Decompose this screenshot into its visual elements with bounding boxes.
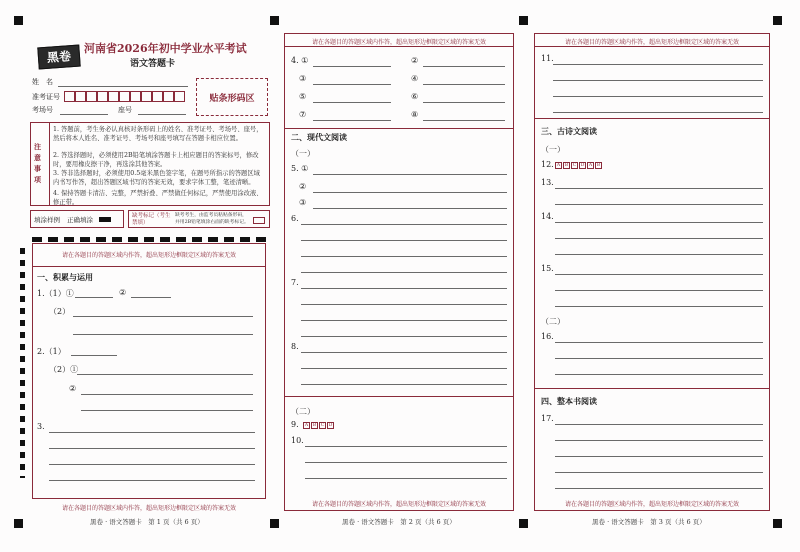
answer-line[interactable] <box>49 464 255 465</box>
answer-line[interactable] <box>555 456 763 457</box>
q9: 9. <box>291 420 299 429</box>
q12: 12. <box>541 160 554 169</box>
note-item: 1. 答题前，考生务必认真核对条形码上的姓名、准考证号、考场号、座号，然后将本人姓名、准考证号、考场号和座号填写在答题卡相应位置。 <box>53 126 263 142</box>
name-field[interactable] <box>58 86 188 87</box>
answer-line[interactable] <box>555 306 763 307</box>
choice-cell[interactable]: B <box>596 163 601 168</box>
answer-line[interactable] <box>75 297 113 298</box>
answer-line[interactable] <box>71 355 117 356</box>
answer-line[interactable] <box>555 374 763 375</box>
q6: 6. <box>291 214 299 223</box>
q4-c7: ⑦ <box>299 110 307 119</box>
barcode-label: 贴条形码区 <box>209 94 255 104</box>
answer-line[interactable] <box>313 66 391 67</box>
q1-1b: ② <box>119 288 127 297</box>
subsection: （一） <box>291 149 315 158</box>
q4-c6: ⑥ <box>411 92 419 101</box>
q2-2b: ② <box>69 384 77 393</box>
choice-cell[interactable]: A <box>304 423 309 428</box>
registration-mark <box>270 519 279 528</box>
q3: 3. <box>37 422 45 431</box>
q4-c8: ⑧ <box>411 110 419 119</box>
choice-cell[interactable]: C <box>320 423 325 428</box>
absent-note: 缺考考生，由监考员粘贴条形码，并用2B铅笔填涂右面的缺考标记。 <box>175 213 249 225</box>
timing-marks-side <box>20 248 25 478</box>
page-footer: 黑卷 · 语文答题卡 第 2 页（共 6 页） <box>342 518 456 526</box>
q7: 7. <box>291 278 299 287</box>
section-title: 三、古诗文阅读 <box>541 127 597 136</box>
q5c: ③ <box>299 198 307 207</box>
q9-choice-cells[interactable] <box>303 422 334 429</box>
room-label: 考场号 <box>32 106 53 114</box>
answer-line[interactable] <box>555 424 763 425</box>
choice-cell[interactable]: D <box>580 163 585 168</box>
answer-line[interactable] <box>301 384 507 385</box>
registration-mark <box>14 16 23 25</box>
fill-example-correct: 正确填涂 <box>67 216 93 224</box>
answer-frame <box>534 33 770 511</box>
name-label: 姓 名 <box>32 78 53 86</box>
absent-checkbox[interactable] <box>253 217 265 224</box>
q12-choice-cells[interactable] <box>555 162 602 169</box>
answer-frame <box>32 243 266 499</box>
answer-line[interactable] <box>131 297 171 298</box>
exam-title: 河南省2026年初中学业水平考试 <box>84 42 247 55</box>
answer-line[interactable] <box>555 188 763 189</box>
header-badge: 黑卷 <box>37 45 80 70</box>
answer-line[interactable] <box>301 336 507 337</box>
choice-cell[interactable]: B <box>564 163 569 168</box>
fill-example-label: 填涂样例 <box>34 216 60 224</box>
q10: 10. <box>291 436 304 445</box>
q4-c4: ④ <box>411 74 419 83</box>
subsection: （二） <box>541 317 565 326</box>
answer-line[interactable] <box>555 222 763 223</box>
page-footer: 黑卷 · 语文答题卡 第 1 页（共 6 页） <box>90 518 204 526</box>
answer-line[interactable] <box>301 240 507 241</box>
answer-line[interactable] <box>313 208 507 209</box>
answer-line[interactable] <box>313 84 391 85</box>
frame-warning-bottom: 请在各题目的答题区域内作答，超出矩形边框限定区域的答案无效 <box>61 505 236 512</box>
registration-mark <box>519 519 528 528</box>
q5b: ② <box>299 182 307 191</box>
card-subtitle: 语文答题卡 <box>130 59 176 69</box>
answer-line[interactable] <box>81 394 253 395</box>
seat-label: 座号 <box>118 106 132 114</box>
seat-field[interactable] <box>138 114 186 115</box>
note-item: 3. 答非选择题时，必须使用0.5毫米黑色签字笔，在题号所指示的答题区域内书写作答，超出答题区域书写的答案无效，要求字体工整，笔迹清晰。 <box>53 170 260 186</box>
barcode-area <box>196 78 268 116</box>
ticket-number-boxes[interactable] <box>64 91 185 102</box>
answer-line[interactable] <box>305 478 507 479</box>
answer-line[interactable] <box>305 462 507 463</box>
q2-1: 2.（1） <box>37 347 66 356</box>
answer-line[interactable] <box>301 304 507 305</box>
choice-cell[interactable]: D <box>328 423 333 428</box>
frame-warning: 请在各题目的答题区域内作答，超出矩形边框限定区域的答案无效 <box>61 252 236 259</box>
answer-line[interactable] <box>555 238 763 239</box>
answer-line[interactable] <box>49 448 255 449</box>
q4-c5: ⑤ <box>299 92 307 101</box>
answer-line[interactable] <box>301 320 507 321</box>
q15: 15. <box>541 264 554 273</box>
answer-line[interactable] <box>313 174 507 175</box>
note-item: 2. 答选择题时，必须使用2B铅笔填涂答题卡上相应题目的答案标号，修改时，要用橡皮擦干净，再选涂其他答案。 <box>53 152 259 168</box>
answer-line[interactable] <box>553 96 763 97</box>
q1-2: （2） <box>49 307 71 316</box>
answer-line[interactable] <box>301 288 507 289</box>
choice-cell[interactable]: B <box>312 423 317 428</box>
answer-line[interactable] <box>301 224 507 225</box>
note-item: 4. 保持答题卡清洁、完整，严禁折叠、严禁做任何标记，严禁使用涂改液、修正带。 <box>53 190 263 206</box>
notes-box <box>30 122 270 206</box>
choice-cell[interactable]: C <box>572 163 577 168</box>
answer-frame <box>284 33 514 511</box>
q13: 13. <box>541 178 554 187</box>
q11: 11. <box>541 54 554 63</box>
q4: 4. ① <box>291 56 309 65</box>
q5: 5. ① <box>291 164 309 173</box>
answer-line[interactable] <box>301 272 507 273</box>
answer-line[interactable] <box>301 352 507 353</box>
answer-line[interactable] <box>553 112 763 113</box>
q17: 17. <box>541 414 554 423</box>
subsection: （一） <box>541 145 565 154</box>
ticket-label: 准考证号 <box>32 93 60 101</box>
answer-line[interactable] <box>81 410 253 411</box>
answer-line[interactable] <box>555 358 763 359</box>
answer-line[interactable] <box>555 488 763 489</box>
frame-warning-bottom: 请在各题目的答题区域内作答，超出矩形边框限定区域的答案无效 <box>311 501 486 508</box>
answer-line[interactable] <box>49 432 255 433</box>
q14: 14. <box>541 212 554 221</box>
notes-heading: 注意事项 <box>34 142 41 184</box>
absent-label: 缺考标记（考生禁填） <box>132 213 171 226</box>
choice-cell[interactable]: A <box>588 163 593 168</box>
registration-mark <box>773 519 782 528</box>
answer-line[interactable] <box>423 120 505 121</box>
registration-mark <box>773 16 782 25</box>
answer-line[interactable] <box>423 66 505 67</box>
answer-line[interactable] <box>313 102 391 103</box>
answer-line[interactable] <box>555 204 763 205</box>
room-field[interactable] <box>60 114 108 115</box>
answer-line[interactable] <box>423 102 505 103</box>
choice-cell[interactable]: A <box>556 163 561 168</box>
frame-warning: 请在各题目的答题区域内作答，超出矩形边框限定区域的答案无效 <box>311 39 486 46</box>
registration-mark <box>14 519 23 528</box>
filled-mark-icon <box>99 217 111 222</box>
q2-2a: （2）① <box>49 365 79 374</box>
answer-line[interactable] <box>305 446 507 447</box>
timing-marks <box>32 237 268 242</box>
answer-line[interactable] <box>313 120 391 121</box>
answer-line[interactable] <box>555 274 763 275</box>
frame-warning-bottom: 请在各题目的答题区域内作答，超出矩形边框限定区域的答案无效 <box>564 501 739 508</box>
answer-line[interactable] <box>73 334 253 335</box>
answer-line[interactable] <box>553 80 763 81</box>
section-title: 二、现代文阅读 <box>291 133 347 142</box>
answer-line[interactable] <box>555 440 763 441</box>
answer-line[interactable] <box>555 342 763 343</box>
q4-c2: ② <box>411 56 419 65</box>
answer-line[interactable] <box>555 254 763 255</box>
answer-line[interactable] <box>77 374 253 375</box>
page-footer: 黑卷 · 语文答题卡 第 3 页（共 6 页） <box>592 518 706 526</box>
answer-line[interactable] <box>555 472 763 473</box>
absent-mark-box <box>128 210 270 228</box>
q1-1: 1.（1）① <box>37 289 74 298</box>
answer-line[interactable] <box>313 192 507 193</box>
answer-line[interactable] <box>301 256 507 257</box>
answer-line[interactable] <box>555 290 763 291</box>
answer-line[interactable] <box>301 368 507 369</box>
section-title: 四、整本书阅读 <box>541 397 597 406</box>
q16: 16. <box>541 332 554 341</box>
registration-mark <box>270 16 279 25</box>
registration-mark <box>519 16 528 25</box>
answer-line[interactable] <box>423 84 505 85</box>
subsection: （二） <box>291 407 315 416</box>
frame-warning: 请在各题目的答题区域内作答，超出矩形边框限定区域的答案无效 <box>564 39 739 46</box>
answer-line[interactable] <box>73 316 253 317</box>
answer-line[interactable] <box>553 64 763 65</box>
fill-example-box <box>30 210 124 228</box>
q4-c3: ③ <box>299 74 307 83</box>
q8: 8. <box>291 342 299 351</box>
section-title: 一、积累与运用 <box>37 273 93 282</box>
answer-line[interactable] <box>49 480 255 481</box>
